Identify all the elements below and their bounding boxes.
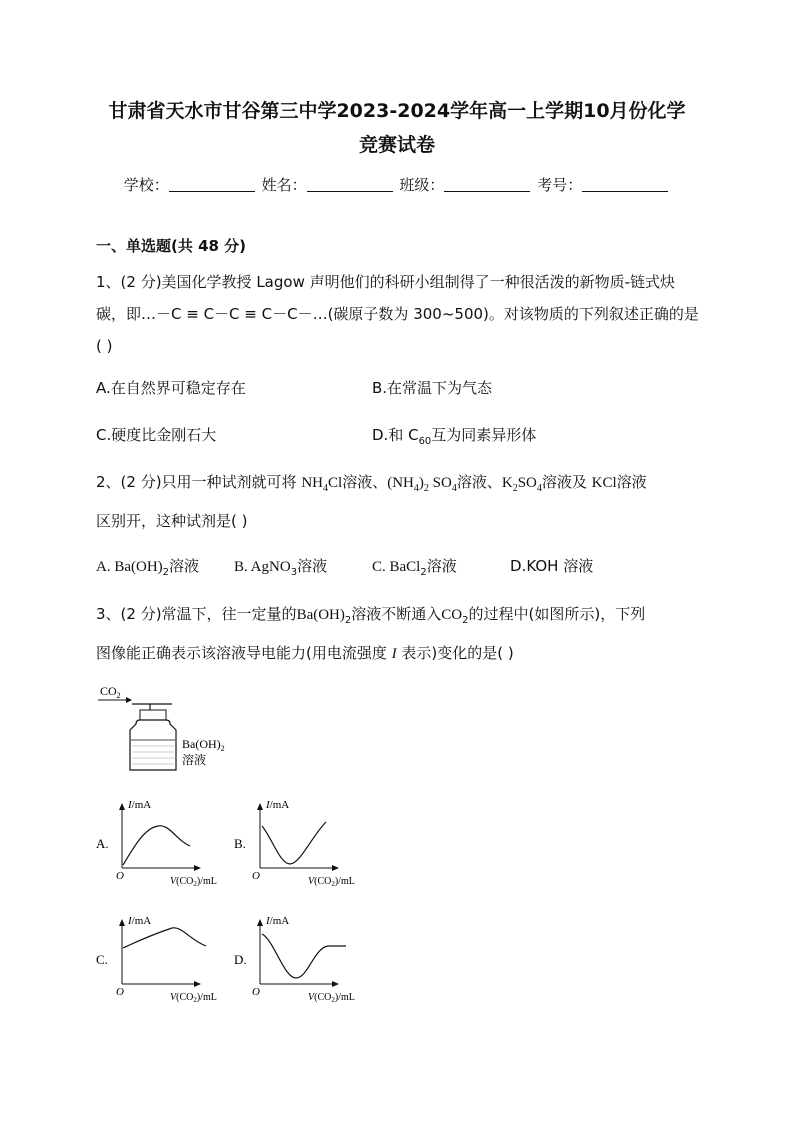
q2-sep-2: 溶液、 <box>456 473 502 491</box>
svg-text:V(CO2)/mL: $V(CO_2)/mL$ <box>170 876 217 888</box>
graph-b <box>234 799 355 888</box>
svg-text:D.: D. <box>234 952 247 967</box>
question-3 <box>96 598 700 670</box>
q3-line-2: 图像能正确表示该溶液导电能力(用电流强度 I 表示)变化的是( ) <box>96 644 514 662</box>
q2-sep-4: 溶液 <box>616 473 647 491</box>
svg-text:I/mA: I/mA <box>266 799 290 811</box>
q2-option-a[interactable]: A. $Ba(OH)_2$溶液 <box>96 557 200 578</box>
gas-bottle-apparatus <box>98 684 225 770</box>
q1-line-2: 碳，即…－C ≡ C－C ≡ C－C－…(碳原子数为 300~500)。对该物质的下列叙述正确的是 <box>96 305 699 323</box>
svg-text:O: O <box>116 986 124 998</box>
curve-d <box>262 934 346 978</box>
svg-text:O: O <box>116 870 124 882</box>
arrowhead-icon <box>126 697 132 703</box>
school-field[interactable] <box>169 177 255 192</box>
q2-reagent-3: $K_2SO_4$ <box>501 475 542 494</box>
page-title <box>60 94 734 162</box>
question-2 <box>96 466 700 537</box>
svg-text:C.: C. <box>96 952 108 967</box>
q2-sep-3: 溶液及 <box>541 473 592 491</box>
name-field[interactable] <box>307 177 393 192</box>
graph-c <box>96 915 217 1004</box>
q1-option-b[interactable]: B.在常温下为气态 <box>372 379 493 397</box>
svg-text:O: O <box>252 870 260 882</box>
q2-option-d[interactable]: D.KOH 溶液 <box>510 557 594 575</box>
svg-text:I/mA: I/mA <box>128 915 152 927</box>
title-line-2: 竞赛试卷 <box>358 134 435 156</box>
q2-reagent-2: $(NH_4)_2$ $SO_4$ <box>387 475 457 494</box>
q2-prefix: 2、(2 分)只用一种试剂就可将 <box>96 473 302 491</box>
exam-number-label: 考号： <box>537 176 583 194</box>
svg-text:CO2: $CO_2$ <box>100 684 121 700</box>
q2-sep-1: 溶液、 <box>342 473 388 491</box>
name-label: 姓名： <box>261 176 307 194</box>
curve-a <box>123 826 190 865</box>
title-line-1: 甘肃省天水市甘谷第三中学2023-2024学年高一上学期10月份化学 <box>108 100 686 122</box>
q2-reagent-4: KCl <box>591 475 617 491</box>
graph-a <box>96 799 217 888</box>
bottle <box>130 720 176 770</box>
exam-number-field[interactable] <box>582 177 668 192</box>
q2-option-c[interactable]: C. BaCl$_2$溶液 <box>372 557 457 578</box>
section-heading: 一、单选题(共 48 分) <box>96 237 247 255</box>
class-field[interactable] <box>444 177 530 192</box>
q1-option-d-sub: 60 <box>418 436 432 447</box>
q1-option-a[interactable]: A.在自然界可稳定存在 <box>96 379 246 397</box>
q1-option-d-pre: D.和 C <box>372 426 419 444</box>
student-info-row <box>0 174 794 195</box>
q1-option-d[interactable] <box>372 424 536 447</box>
svg-text:V(CO2)/mL: $V(CO_2)/mL$ <box>308 992 355 1004</box>
curve-c <box>123 928 206 948</box>
graph-d <box>234 915 355 1004</box>
stopper <box>140 710 166 722</box>
curve-b <box>262 822 326 864</box>
q1-option-c[interactable]: C.硬度比金刚石大 <box>96 426 217 444</box>
svg-text:Ba(OH)2: $Ba(OH)_2$ <box>182 737 225 753</box>
q1-line-3: ( ) <box>96 337 113 355</box>
class-label: 班级： <box>399 176 445 194</box>
svg-text:I/mA: I/mA <box>266 915 290 927</box>
svg-text:I/mA: I/mA <box>128 799 152 811</box>
svg-text:V(CO2)/mL: $V(CO_2)/mL$ <box>170 992 217 1004</box>
svg-text:O: O <box>252 986 260 998</box>
q2-reagent-1: $NH_4Cl$ <box>301 475 343 494</box>
svg-text:V(CO2)/mL: $V(CO_2)/mL$ <box>308 876 355 888</box>
q1-option-d-post: 互为同素异形体 <box>431 426 537 444</box>
svg-text:溶液: 溶液 <box>182 753 207 767</box>
q3-line-1: 3、(2 分)常温下，往一定量的$Ba(OH)_2$溶液不断通入$CO_2$的过程中(如图所示)，下列 <box>96 605 646 626</box>
q1-line-1: 1、(2 分)美国化学教授 Lagow 声明他们的科研小组制得了一种很活泼的新物质-链式炔 <box>96 273 676 291</box>
q2-line-1 <box>96 466 700 505</box>
school-label: 学校： <box>123 176 169 194</box>
question-1 <box>96 266 700 362</box>
q2-line-2: 区别开，这种试剂是( ) <box>96 512 248 530</box>
svg-text:B.: B. <box>234 836 246 851</box>
svg-text:A.: A. <box>96 836 109 851</box>
q2-option-b[interactable]: B. AgNO$_3$溶液 <box>234 557 328 578</box>
